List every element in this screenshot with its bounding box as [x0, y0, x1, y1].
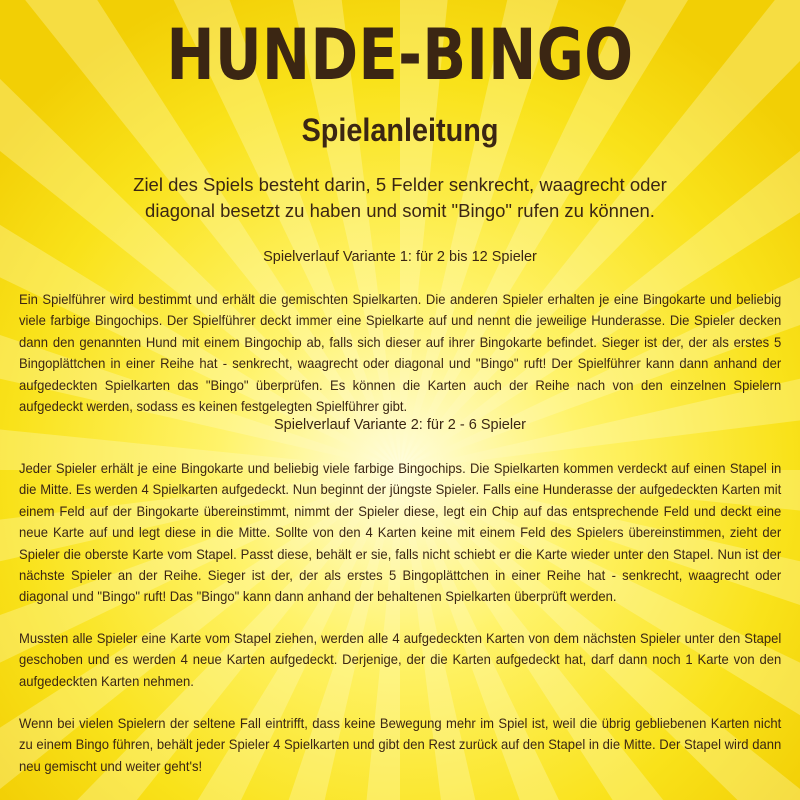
variant1-heading: Spielverlauf Variante 1: für 2 bis 12 Spieler	[263, 249, 537, 265]
variant2-text-2: Mussten alle Spieler eine Karte vom Stapel ziehen, werden alle 4 aufgedeckten Karten von dem nächsten Spieler unter den Stapel geschoben und es werden 4 neue Karten aufgedeckt. Derjenige, der die Karten aufgedeckt hat, darf dann noch 1 Karte von den aufgedeckten Karten nehmen.	[19, 631, 782, 689]
variant2-text-1: Jeder Spieler erhält je eine Bingokarte und beliebig viele farbige Bingochips. Die Spielkarten kommen verdeckt auf einen Stapel in die Mitte. Es werden 4 Spielkarten aufgedeckt. Nun beginnt der jüngste Spieler. Falls eine Hunderasse der aufgedeckten Karten mit einem Feld auf der Bingokarte übereinstimmt, nimmt der Spieler diese, legt ein Chip auf das entsprechende Feld und deckt eine neue Karte auf und legt diese in die Mitte. Sollte von den 4 Karten keine mit einem Feld des Spielers übereinstimmen, zieht der Spieler die oberste Karte vom Stapel. Passt diese, behält er sie, falls nicht schiebt er die Karte wieder unter den Stapel. Nun ist der nächste Spieler an der Reihe. Sieger ist der, der als erstes 5 Bingoplättchen in einer Reihe hat - senkrecht, waagrecht oder diagonal und "Bingo" ruft! Das "Bingo" kann dann anhand der behaltenen Spielkarten überprüft werden.	[19, 461, 782, 605]
page-title: HUNDE-BINGO	[166, 14, 634, 96]
game-goal: Ziel des Spiels besteht darin, 5 Felder senkrecht, waagrecht oder diagonal besetzt zu haben und somit "Bingo" rufen zu können.	[133, 174, 667, 221]
variant1-text: Ein Spielführer wird bestimmt und erhält die gemischten Spielkarten. Die anderen Spieler erhalten je eine Bingokarte und beliebig viele farbige Bingochips. Der Spielführer deckt immer eine Spielkarte auf und nennt die jeweilige Hunderasse. Die Spieler decken dann den genannten Hund mit einem Bingochip ab, falls sich dieser auf ihrer Bingokarte befindet. Sieger ist der, der als erstes 5 Bingoplättchen in einer Reihe hat - senkrecht, waagrecht oder diagonal und "Bingo" ruft! Der Spielführer kann dann anhand der aufgedeckten Spielkarten das "Bingo" überprüfen. Es können die Karten auch der Reihe nach von den einzelnen Spielern aufgedeckt werden, sodass es keinen festgelegten Spielführer gibt.	[19, 292, 782, 415]
variant2-heading: Spielverlauf Variante 2: für 2 - 6 Spieler	[273, 417, 526, 433]
page-subtitle: Spielanleitung	[301, 112, 499, 148]
variant2-text-3: Wenn bei vielen Spielern der seltene Fall eintrifft, dass keine Bewegung mehr im Spiel ist, weil die übrig gebliebenen Karten nicht zu einem Bingo führen, behält jeder Spieler 4 Spielkarten und gibt den Rest zurück auf den Stapel in die Mitte. Der Stapel wird dann neu gemischt und weiter geht's!	[19, 716, 782, 774]
